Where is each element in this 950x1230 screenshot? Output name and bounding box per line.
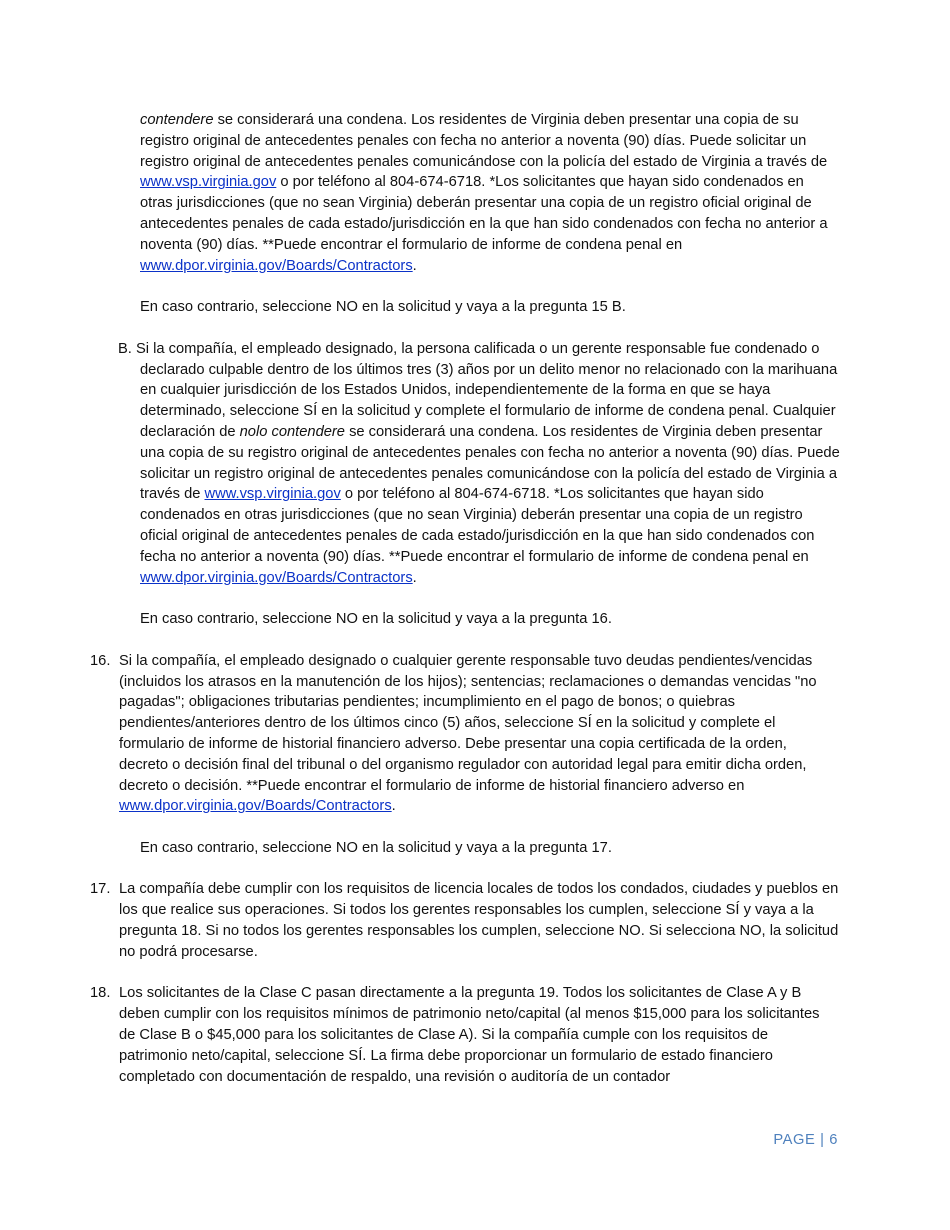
q15a-emphasis: contendere [140,112,214,128]
question-17-number: 17. [90,881,111,898]
q15a-continuation [0,110,840,276]
dpor-link[interactable]: www.dpor.virginia.gov/Boards/Contractors [119,798,392,815]
question-17 [0,879,839,962]
q16-text-1: Si la compañía, el empleado designado o cualquier gerente responsable tuvo deudas pendientes/vencidas (incluidos los atrasos en la manutención de los hijos); sentencias; reclamaciones o demandas vencidas "no pagadas"; obligaciones tributarias pendientes; incumplimiento en el pago de bonos; o quiebras pendientes/anteriores dentro de los últimos cinco (5) años, seleccione SÍ en la solicitud y complete el formulario de informe de historial financiero adverso. Debe presentar una copia certificada de la orden, decreto o decisión final del tribunal o del organismo regulador con autoridad legal para emitir dicha orden, decreto o decisión. **Puede encontrar el formulario de informe de historial financiero adverso en [119,652,817,794]
q15b-otherwise: En caso contrario, seleccione NO en la solicitud y vaya a la pregunta 16. [140,611,612,628]
q15b-text-1: B. Si la compañía, el empleado designado, la persona calificada o un gerente responsable fue condenado o declarado culpable dentro de los últimos tres (3) años por un delito menor no relacionado con la marihuana en cualquier jurisdicción de los Estados Unidos, independientemente de la forma en que se haya determinado, seleccione SÍ en la solicitud y complete el formulario de informe de condena penal. Cualquier declaración de [118,340,838,440]
question-17-text: La compañía debe cumplir con los requisitos de licencia locales de todos los condados, ciudades y pueblos en los que realice sus operaciones. Si todos los gerentes responsables los cumplen, seleccione SÍ y vaya a la pregunta 18. Si no todos los gerentes responsables los cumplen, seleccione NO. Si selecciona NO, la solicitud no podrá procesarse. [119,881,839,960]
question-16 [0,651,839,817]
q15b-text-2: se considerará una condena. Los residentes de Virginia deben presentar una copia de su registro original de antecedentes penales con fecha no anterior a noventa (90) días. Puede solicitar un registro original de antecedentes penales comunicándose con la policía del estado de Virginia a través de [140,423,840,503]
q15a-otherwise: En caso contrario, seleccione NO en la solicitud y vaya a la pregunta 15 B. [140,299,626,316]
dpor-link[interactable]: www.dpor.virginia.gov/Boards/Contractors [140,257,413,274]
question-18-text: Los solicitantes de la Clase C pasan directamente a la pregunta 19. Todos los solicitantes de Clase A y B deben cumplir con los requisitos mínimos de patrimonio neto/capital (al menos $15,000 para los solicitantes de Clase B o $45,000 para los solicitantes de Clase A). Si la compañía cumple con los requisitos de patrimonio neto/capital, seleccione SÍ. La firma debe proporcionar un formulario de estado financiero completado con documentación de respaldo, una revisión o auditoría de un contador [119,985,820,1085]
q16-otherwise: En caso contrario, seleccione NO en la solicitud y vaya a la pregunta 17. [140,839,612,856]
document-body [0,110,950,1087]
question-18-number: 18. [90,985,111,1002]
question-16-text [119,651,839,817]
vsp-link[interactable]: www.vsp.virginia.gov [140,174,277,191]
question-18 [0,983,839,1087]
q15b-paragraph [0,339,840,589]
page-number: PAGE | 6 [773,1132,838,1148]
q15a-text-1: se considerará una condena. Los residentes de Virginia deben presentar una copia de su registro original de antecedentes penales con fecha no anterior a noventa (90) días. Puede solicitar un registro original de antecedentes penales comunicándose con la policía del estado de Virginia a través de [140,112,828,170]
q15b-emphasis: nolo contendere [239,423,345,440]
q15a-text-3: . [412,257,417,274]
question-16-number: 16. [90,652,111,669]
vsp-link[interactable]: www.vsp.virginia.gov [204,486,341,503]
q15b-text-4: . [412,569,417,586]
q15a-text-2: o por teléfono al 804-674-6718. *Los solicitantes que hayan sido condenados en otras jurisdicciones (que no sean Virginia) deberán presentar una copia de un registro oficial original de antecedentes penales de cada estado/jurisdicción en la que han sido condenados con fecha no anterior a noventa (90) días. **Puede encontrar el formulario de informe de condena penal en [140,174,828,253]
q16-text-2: . [391,798,396,815]
dpor-link[interactable]: www.dpor.virginia.gov/Boards/Contractors [140,569,413,586]
q15b-text-3: o por teléfono al 804-674-6718. *Los solicitantes que hayan sido condenados en otras jurisdicciones (que no sean Virginia) deberán presentar una copia de un registro oficial original de antecedentes penales de cada estado/jurisdicción en la que han sido condenados con fecha no anterior a noventa (90) días. **Puede encontrar el formulario de informe de condena penal en [140,486,815,565]
